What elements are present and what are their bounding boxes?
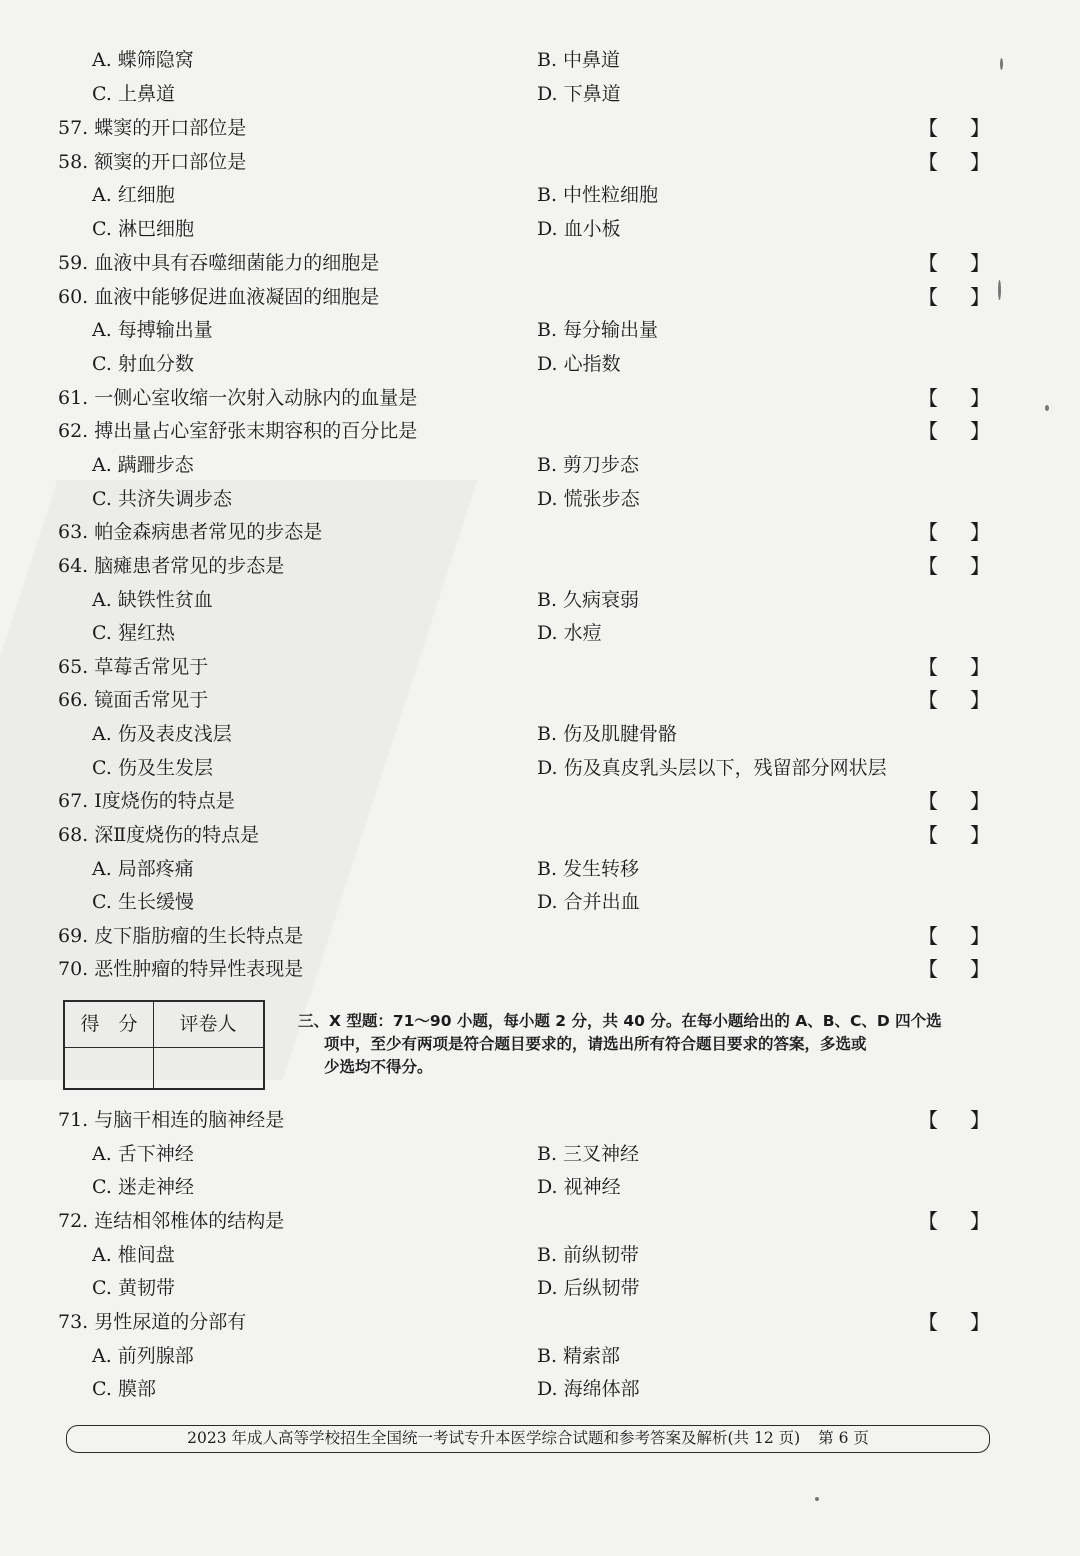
- option-b: B. 中鼻道: [537, 49, 621, 71]
- bracket-open: 【: [918, 957, 938, 981]
- bracket-close: 】: [970, 1209, 990, 1233]
- bracket-open: 【: [918, 688, 938, 712]
- option-a: A. 蝶筛隐窝: [92, 49, 194, 71]
- section-line: 项中，至少有两项是符合题目要求的，请选出所有符合题目要求的答案，多选或: [324, 1035, 867, 1053]
- option-c: C. 迷走神经: [92, 1176, 194, 1198]
- bracket-close: 】: [970, 688, 990, 712]
- option-a: A. 红细胞: [92, 184, 175, 206]
- question-72: 72. 连结相邻椎体的结构是: [58, 1210, 285, 1232]
- option-b: B. 中性粒细胞: [537, 184, 659, 206]
- option-c: C. 上鼻道: [92, 83, 175, 105]
- option-b: B. 前纵韧带: [537, 1244, 640, 1266]
- answer-bracket-65: [918, 650, 990, 684]
- option-d: D. 后纵韧带: [537, 1277, 640, 1299]
- answer-bracket-63: [918, 515, 990, 549]
- bracket-open: 【: [918, 924, 938, 948]
- question-57: 57. 蝶窦的开口部位是: [58, 117, 247, 139]
- page-footer: [66, 1425, 990, 1453]
- option-d: D. 伤及真皮乳头层以下，残留部分网状层: [537, 757, 887, 779]
- answer-bracket-69: [918, 919, 990, 953]
- scan-speck: [1000, 58, 1003, 70]
- score-label: 得 分: [80, 1013, 138, 1035]
- answer-bracket-61: [918, 381, 990, 415]
- answer-bracket-73: [918, 1305, 990, 1339]
- footer-title: 2023 年成人高等学校招生全国统一考试专升本医学综合试题和参考答案及解析(共 12 页): [187, 1429, 801, 1447]
- bracket-open: 【: [918, 419, 938, 443]
- option-d: D. 水痘: [537, 622, 602, 644]
- bracket-open: 【: [918, 285, 938, 309]
- option-c: C. 黄韧带: [92, 1277, 175, 1299]
- option-d: D. 血小板: [537, 218, 621, 240]
- option-b: B. 久病衰弱: [537, 589, 640, 611]
- option-b: B. 伤及肌腱骨骼: [537, 723, 678, 745]
- question-60: 60. 血液中能够促进血液凝固的细胞是: [58, 286, 380, 308]
- question-69: 69. 皮下脂肪瘤的生长特点是: [58, 925, 304, 947]
- answer-bracket-64: [918, 549, 990, 583]
- score-box-divider: [153, 1002, 154, 1088]
- bracket-close: 】: [970, 285, 990, 309]
- scan-speck: [815, 1497, 819, 1501]
- section-instructions: [298, 1010, 998, 1079]
- option-b: B. 发生转移: [537, 858, 640, 880]
- option-c: C. 伤及生发层: [92, 757, 213, 779]
- answer-bracket-67: [918, 784, 990, 818]
- bracket-close: 】: [970, 116, 990, 140]
- bracket-open: 【: [918, 1108, 938, 1132]
- bracket-close: 】: [970, 1108, 990, 1132]
- bracket-close: 】: [970, 655, 990, 679]
- question-63: 63. 帕金森病患者常见的步态是: [58, 521, 323, 543]
- bracket-close: 】: [970, 554, 990, 578]
- bracket-open: 【: [918, 116, 938, 140]
- option-b: B. 三叉神经: [537, 1143, 640, 1165]
- option-b: B. 剪刀步态: [537, 454, 640, 476]
- question-67: 67. Ⅰ度烧伤的特点是: [58, 790, 235, 812]
- option-c: C. 生长缓慢: [92, 891, 194, 913]
- bracket-close: 】: [970, 251, 990, 275]
- question-58: 58. 额窦的开口部位是: [58, 151, 247, 173]
- scan-speck: [998, 280, 1001, 300]
- option-a: A. 伤及表皮浅层: [92, 723, 232, 745]
- bracket-close: 】: [970, 520, 990, 544]
- option-c: C. 淋巴细胞: [92, 218, 194, 240]
- bracket-open: 【: [918, 554, 938, 578]
- bracket-close: 】: [970, 924, 990, 948]
- bracket-open: 【: [918, 251, 938, 275]
- bracket-close: 】: [970, 150, 990, 174]
- option-a: A. 缺铁性贫血: [92, 589, 213, 611]
- score-box: [63, 1000, 265, 1090]
- answer-bracket-66: [918, 683, 990, 717]
- question-66: 66. 镜面舌常见于: [58, 689, 209, 711]
- answer-bracket-57: [918, 111, 990, 145]
- question-65: 65. 草莓舌常见于: [58, 656, 209, 678]
- option-b: B. 精索部: [537, 1345, 621, 1367]
- answer-bracket-60: [918, 280, 990, 314]
- option-c: C. 猩红热: [92, 622, 175, 644]
- score-box-divider: [65, 1047, 263, 1048]
- option-c: C. 共济失调步态: [92, 488, 232, 510]
- bracket-close: 】: [970, 386, 990, 410]
- question-64: 64. 脑瘫患者常见的步态是: [58, 555, 285, 577]
- answer-bracket-59: [918, 246, 990, 280]
- option-c: C. 膜部: [92, 1378, 156, 1400]
- option-d: D. 视神经: [537, 1176, 621, 1198]
- bracket-open: 【: [918, 1209, 938, 1233]
- grader-label: 评卷人: [179, 1013, 237, 1035]
- option-d: D. 心指数: [537, 353, 621, 375]
- option-a: A. 局部疼痛: [92, 858, 194, 880]
- bracket-close: 】: [970, 419, 990, 443]
- answer-bracket-68: [918, 818, 990, 852]
- answer-bracket-62: [918, 414, 990, 448]
- option-d: D. 海绵体部: [537, 1378, 640, 1400]
- option-a: A. 舌下神经: [92, 1143, 194, 1165]
- page-number: 第 6 页: [818, 1429, 869, 1447]
- question-59: 59. 血液中具有吞噬细菌能力的细胞是: [58, 252, 380, 274]
- question-70: 70. 恶性肿瘤的特异性表现是: [58, 958, 304, 980]
- answer-bracket-70: [918, 952, 990, 986]
- option-a: A. 蹒跚步态: [92, 454, 194, 476]
- bracket-close: 】: [970, 789, 990, 813]
- question-68: 68. 深Ⅱ度烧伤的特点是: [58, 824, 260, 846]
- bracket-open: 【: [918, 823, 938, 847]
- question-73: 73. 男性尿道的分部有: [58, 1311, 247, 1333]
- bracket-close: 】: [970, 823, 990, 847]
- scan-speck: [1045, 405, 1049, 411]
- section-line: 三、X 型题：71～90 小题，每小题 2 分，共 40 分。在每小题给出的 A、B、C、D 四个选: [298, 1012, 942, 1030]
- option-d: D. 下鼻道: [537, 83, 621, 105]
- question-62: 62. 搏出量占心室舒张末期容积的百分比是: [58, 420, 418, 442]
- option-b: B. 每分输出量: [537, 319, 659, 341]
- option-a: A. 每搏输出量: [92, 319, 213, 341]
- bracket-open: 【: [918, 1310, 938, 1334]
- answer-bracket-58: [918, 145, 990, 179]
- bracket-open: 【: [918, 150, 938, 174]
- option-d: D. 慌张步态: [537, 488, 640, 510]
- option-c: C. 射血分数: [92, 353, 194, 375]
- option-d: D. 合并出血: [537, 891, 640, 913]
- bracket-open: 【: [918, 655, 938, 679]
- option-a: A. 椎间盘: [92, 1244, 175, 1266]
- question-61: 61. 一侧心室收缩一次射入动脉内的血量是: [58, 387, 418, 409]
- option-a: A. 前列腺部: [92, 1345, 194, 1367]
- answer-bracket-71: [918, 1103, 990, 1137]
- question-71: 71. 与脑干相连的脑神经是: [58, 1109, 285, 1131]
- bracket-close: 】: [970, 957, 990, 981]
- bracket-open: 【: [918, 789, 938, 813]
- section-line: 少选均不得分。: [324, 1058, 433, 1076]
- bracket-close: 】: [970, 1310, 990, 1334]
- bracket-open: 【: [918, 520, 938, 544]
- bracket-open: 【: [918, 386, 938, 410]
- answer-bracket-72: [918, 1204, 990, 1238]
